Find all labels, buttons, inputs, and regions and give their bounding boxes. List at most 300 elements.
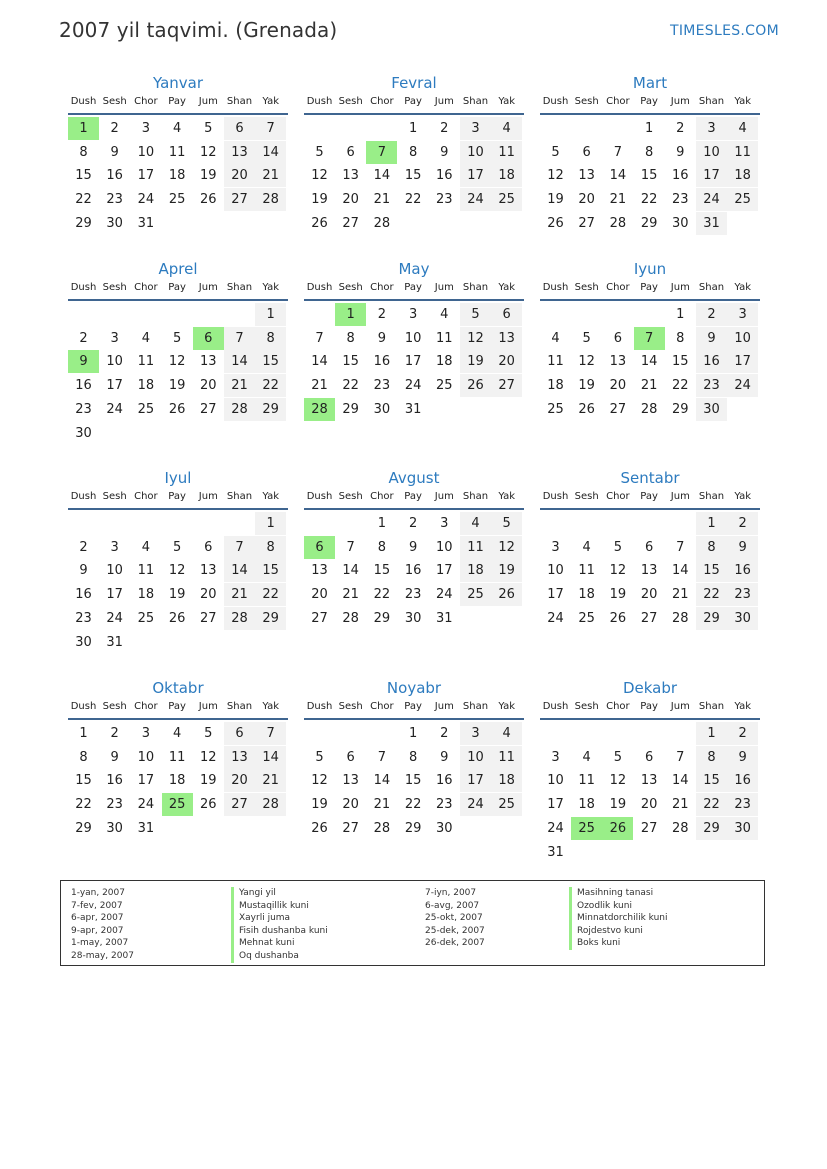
day-cell: 3 (460, 722, 491, 745)
weekday-header (304, 282, 524, 297)
day-cell: 31 (106, 634, 123, 650)
day-cell: 12 (547, 168, 564, 184)
day-cell: 21 (224, 374, 255, 397)
day-cell: 20 (640, 797, 658, 813)
day-cell: 26 (311, 215, 328, 231)
day-cell: 17 (404, 354, 422, 370)
weekday-label: Shan (462, 701, 489, 712)
day-cell: 7 (377, 749, 387, 765)
day-cell: 4 (141, 330, 151, 346)
weekday-label: Dush (542, 282, 569, 293)
day-cell: 5 (315, 144, 324, 160)
day-cell: 2 (79, 539, 88, 555)
day-cell: 15 (75, 773, 92, 789)
day-cell: 27 (640, 610, 658, 626)
weekday-label: Yak (262, 491, 280, 502)
day-cell: 23 (727, 793, 758, 816)
day-cell: 6 (644, 749, 654, 765)
day-cell: 5 (172, 330, 182, 346)
weekday-label: Chor (134, 96, 158, 107)
day-cell: 5 (491, 512, 522, 535)
weekday-label: Yak (734, 282, 752, 293)
day-cell: 22 (404, 192, 422, 208)
day-cell: 29 (75, 820, 92, 836)
day-cell: 18 (137, 378, 155, 394)
day-cell: 17 (547, 587, 564, 603)
day-cell: 21 (373, 192, 391, 208)
header-rule (68, 299, 288, 301)
day-cell: 11 (491, 141, 522, 164)
month-name: Dekabr (622, 679, 678, 697)
day-cell: 22 (696, 583, 727, 606)
month-name: Oktabr (152, 679, 204, 697)
day-cell: 8 (346, 330, 355, 346)
day-cell: 24 (460, 793, 491, 816)
day-cell: 3 (141, 121, 151, 136)
day-cell: 1 (644, 121, 654, 136)
day-cell: 12 (578, 354, 595, 370)
day-cell: 6 (582, 144, 591, 160)
day-cell: 18 (168, 773, 186, 789)
weekday-label: Shan (698, 282, 725, 293)
day-cell: 3 (696, 117, 727, 140)
day-cell: 12 (311, 773, 328, 789)
day-cell: 15 (373, 563, 391, 579)
day-cell: 2 (408, 516, 418, 531)
day-cell: 14 (373, 773, 391, 789)
weekday-label: Chor (370, 491, 394, 502)
day-cell: 6 (491, 303, 522, 326)
weekday-label: Dush (70, 701, 97, 712)
holiday-day-cell: 25 (162, 793, 193, 816)
day-cell: 13 (342, 773, 359, 789)
day-cell: 9 (727, 746, 758, 769)
day-cell: 17 (137, 773, 155, 789)
day-cell: 11 (547, 354, 564, 370)
day-cell: 5 (315, 749, 324, 765)
weekday-label: Yak (498, 491, 516, 502)
day-cell: 16 (672, 168, 689, 184)
weekday-label: Jum (198, 96, 218, 107)
day-cell: 17 (137, 168, 155, 184)
legend-date: 28-may, 2007 (71, 950, 134, 961)
day-cell: 2 (440, 726, 449, 741)
day-cell: 7 (676, 539, 685, 555)
day-cell: 10 (436, 539, 453, 555)
day-cell: 13 (224, 141, 255, 164)
day-cell: 22 (672, 378, 689, 394)
weekday-label: Dush (542, 491, 569, 502)
weekday-label: Yak (498, 701, 516, 712)
day-cell: 29 (255, 398, 286, 421)
day-cell: 24 (696, 188, 727, 211)
day-cell: 13 (609, 354, 627, 370)
day-cell: 31 (696, 212, 727, 235)
day-cell: 23 (106, 192, 123, 208)
day-cell: 13 (640, 773, 658, 789)
weekday-label: Shan (226, 96, 253, 107)
header-rule (68, 113, 288, 115)
day-cell: 20 (640, 587, 658, 603)
weekday-label: Jum (198, 701, 218, 712)
day-cell: 12 (491, 536, 522, 559)
day-cell: 4 (172, 121, 182, 136)
day-cell: 24 (727, 374, 758, 397)
day-cell: 28 (672, 820, 689, 836)
weekday-label: Dush (70, 96, 97, 107)
month-name: Mart (632, 74, 668, 92)
day-cell: 12 (609, 563, 627, 579)
day-cell: 22 (75, 192, 92, 208)
day-cell: 28 (224, 398, 255, 421)
day-cell: 4 (460, 512, 491, 535)
day-cell: 14 (672, 773, 689, 789)
day-cell: 2 (440, 121, 449, 136)
day-cell: 14 (342, 563, 359, 579)
weekday-label: Shan (226, 491, 253, 502)
day-cell: 16 (727, 559, 758, 582)
day-cell: 14 (640, 354, 658, 370)
day-cell: 23 (696, 374, 727, 397)
day-cell: 2 (727, 512, 758, 535)
day-cell: 19 (578, 378, 595, 394)
day-cell: 28 (609, 215, 627, 231)
day-cell: 19 (311, 797, 328, 813)
day-cell: 23 (75, 401, 92, 417)
weekday-label: Pay (168, 701, 186, 712)
weekday-label: Jum (434, 491, 454, 502)
day-cell: 2 (696, 303, 727, 326)
day-cell: 21 (255, 769, 286, 792)
day-cell: 11 (578, 773, 595, 789)
weekday-label: Sesh (574, 491, 599, 502)
legend-date: 25-dek, 2007 (425, 925, 485, 936)
weekday-label: Dush (70, 282, 97, 293)
month-name: Sentabr (620, 469, 680, 487)
header-rule (304, 718, 524, 720)
day-cell: 12 (168, 563, 186, 579)
day-cell: 17 (460, 164, 491, 187)
day-cell: 12 (609, 773, 627, 789)
month-name: May (398, 260, 430, 278)
weekday-label: Shan (698, 491, 725, 502)
weekday-label: Shan (698, 701, 725, 712)
day-cell: 23 (404, 587, 422, 603)
weekday-label: Pay (168, 491, 186, 502)
day-cell: 10 (547, 773, 564, 789)
day-cell: 30 (106, 215, 123, 231)
day-cell: 25 (491, 188, 522, 211)
day-cell: 7 (224, 536, 255, 559)
day-cell: 19 (168, 378, 186, 394)
legend-dates-right (425, 887, 485, 950)
day-cell: 7 (346, 539, 355, 555)
day-cell: 20 (311, 587, 328, 603)
day-cell: 30 (727, 817, 758, 840)
day-cell: 9 (696, 327, 727, 350)
day-cell: 11 (168, 749, 186, 765)
holiday-day-cell: 9 (68, 350, 99, 373)
day-cell: 1 (408, 726, 418, 741)
site-link[interactable]: TIMESLES.COM (670, 23, 779, 39)
day-cell: 21 (672, 587, 689, 603)
month-name: Fevral (391, 74, 437, 92)
day-cell: 5 (613, 539, 623, 555)
weekday-label: Sesh (102, 282, 127, 293)
holiday-legend (60, 880, 765, 966)
day-cell: 25 (460, 583, 491, 606)
day-cell: 3 (727, 303, 758, 326)
weekday-label: Chor (370, 96, 394, 107)
day-cell: 18 (137, 587, 155, 603)
day-cell: 17 (460, 769, 491, 792)
day-cell: 7 (315, 330, 324, 346)
day-cell: 20 (578, 192, 595, 208)
day-cell: 15 (75, 168, 92, 184)
day-cell: 16 (106, 168, 123, 184)
weekday-label: Dush (306, 96, 333, 107)
day-cell: 28 (373, 215, 391, 231)
legend-holiday-name: Masihning tanasi (569, 887, 668, 900)
day-cell: 20 (224, 164, 255, 187)
day-cell: 5 (204, 726, 213, 741)
weekday-label: Chor (606, 491, 630, 502)
weekday-label: Sesh (338, 701, 363, 712)
day-cell: 30 (672, 215, 689, 231)
day-cell: 4 (491, 722, 522, 745)
day-cell: 17 (727, 350, 758, 373)
day-cell: 29 (696, 607, 727, 630)
day-cell: 6 (346, 749, 355, 765)
weekday-label: Dush (542, 96, 569, 107)
holiday-day-cell: 1 (68, 117, 99, 140)
day-cell: 8 (696, 536, 727, 559)
day-cell: 15 (640, 168, 658, 184)
day-cell: 1 (696, 722, 727, 745)
day-cell: 29 (75, 215, 92, 231)
day-cell: 5 (460, 303, 491, 326)
day-cell: 12 (200, 144, 217, 160)
day-cell: 1 (676, 307, 685, 322)
day-cell: 29 (255, 607, 286, 630)
day-cell: 31 (137, 820, 155, 836)
day-cell: 30 (75, 425, 92, 441)
day-cell: 19 (547, 192, 564, 208)
weekday-label: Pay (404, 282, 422, 293)
legend-date: 26-dek, 2007 (425, 938, 485, 949)
legend-holiday-name: Mehnat kuni (231, 937, 328, 950)
day-cell: 31 (137, 215, 155, 231)
day-cell: 25 (547, 401, 564, 417)
day-cell: 1 (696, 512, 727, 535)
day-cell: 30 (373, 401, 391, 417)
header-rule (68, 508, 288, 510)
legend-dates-left (71, 887, 134, 963)
day-cell: 2 (727, 722, 758, 745)
day-cell: 15 (696, 559, 727, 582)
day-cell: 14 (672, 563, 689, 579)
legend-holiday-name: Mustaqillik kuni (231, 900, 328, 913)
day-cell: 17 (547, 797, 564, 813)
day-cell: 18 (547, 378, 564, 394)
weekday-label: Yak (734, 491, 752, 502)
day-cell: 10 (460, 141, 491, 164)
day-cell: 10 (460, 746, 491, 769)
day-cell: 27 (640, 820, 658, 836)
day-cell: 29 (696, 817, 727, 840)
day-cell: 18 (491, 164, 522, 187)
day-cell: 19 (460, 350, 491, 373)
legend-holiday-name: Fisih dushanba kuni (231, 925, 328, 938)
day-cell: 27 (200, 610, 217, 626)
weekday-header (540, 282, 760, 297)
day-cell: 18 (578, 797, 595, 813)
day-cell: 17 (696, 164, 727, 187)
day-cell: 22 (640, 192, 658, 208)
day-cell: 22 (404, 797, 422, 813)
day-cell: 6 (204, 539, 213, 555)
day-cell: 24 (106, 610, 123, 626)
day-cell: 12 (460, 327, 491, 350)
weekday-label: Chor (134, 282, 158, 293)
day-cell: 7 (224, 327, 255, 350)
day-cell: 2 (377, 307, 387, 322)
day-cell: 26 (168, 401, 186, 417)
day-cell: 9 (440, 749, 449, 765)
day-cell: 11 (436, 330, 453, 346)
day-cell: 5 (551, 144, 560, 160)
day-cell: 21 (640, 378, 658, 394)
day-cell: 4 (491, 117, 522, 140)
day-cell: 8 (696, 746, 727, 769)
day-cell: 26 (491, 583, 522, 606)
legend-holiday-name: Xayrli juma (231, 912, 328, 925)
weekday-label: Chor (606, 96, 630, 107)
header-rule (540, 299, 760, 301)
day-cell: 30 (106, 820, 123, 836)
weekday-label: Jum (434, 96, 454, 107)
weekday-label: Shan (462, 491, 489, 502)
day-cell: 28 (672, 610, 689, 626)
legend-holiday-name: Minnatdorchilik kuni (569, 912, 668, 925)
day-cell: 22 (373, 587, 391, 603)
weekday-label: Sesh (338, 282, 363, 293)
day-cell: 22 (75, 797, 92, 813)
day-cell: 15 (342, 354, 359, 370)
day-cell: 28 (373, 820, 391, 836)
legend-date: 1-may, 2007 (71, 938, 129, 949)
holiday-day-cell: 28 (304, 398, 335, 421)
day-cell: 12 (311, 168, 328, 184)
day-cell: 4 (440, 307, 449, 322)
day-cell: 9 (727, 536, 758, 559)
weekday-label: Yak (262, 282, 280, 293)
day-cell: 3 (440, 516, 449, 531)
day-cell: 15 (255, 559, 286, 582)
day-cell: 16 (436, 168, 453, 184)
day-cell: 24 (547, 820, 564, 836)
day-cell: 20 (224, 769, 255, 792)
day-cell: 15 (696, 769, 727, 792)
day-cell: 1 (79, 726, 88, 741)
weekday-header (304, 96, 524, 111)
header-rule (304, 508, 524, 510)
day-cell: 19 (200, 773, 217, 789)
day-cell: 25 (491, 793, 522, 816)
day-cell: 15 (255, 350, 286, 373)
day-cell: 24 (137, 192, 155, 208)
day-cell: 21 (255, 164, 286, 187)
weekday-label: Dush (306, 701, 333, 712)
day-cell: 21 (672, 797, 689, 813)
day-cell: 24 (106, 401, 123, 417)
day-cell: 21 (373, 797, 391, 813)
day-cell: 18 (436, 354, 453, 370)
day-cell: 10 (137, 144, 155, 160)
day-cell: 20 (491, 350, 522, 373)
weekday-label: Yak (734, 96, 752, 107)
weekday-label: Chor (606, 701, 630, 712)
day-cell: 23 (672, 192, 689, 208)
day-cell: 9 (79, 563, 88, 579)
header-rule (304, 113, 524, 115)
day-cell: 8 (255, 327, 286, 350)
day-cell: 23 (75, 610, 92, 626)
day-cell: 22 (255, 583, 286, 606)
day-cell: 25 (137, 610, 155, 626)
day-cell: 17 (106, 378, 123, 394)
header-rule (68, 718, 288, 720)
day-cell: 14 (373, 168, 391, 184)
weekday-label: Chor (606, 282, 630, 293)
day-cell: 27 (224, 793, 255, 816)
day-cell: 14 (311, 354, 328, 370)
month-name: Iyul (164, 469, 192, 487)
day-cell: 3 (110, 330, 119, 346)
day-cell: 7 (255, 117, 286, 140)
day-cell: 19 (200, 168, 217, 184)
day-cell: 26 (200, 797, 217, 813)
weekday-label: Pay (168, 282, 186, 293)
weekday-header (68, 491, 288, 506)
day-cell: 26 (460, 374, 491, 397)
weekday-header (68, 701, 288, 716)
day-cell: 8 (255, 536, 286, 559)
day-cell: 4 (172, 726, 182, 741)
day-cell: 13 (200, 563, 217, 579)
day-cell: 30 (436, 820, 453, 836)
day-cell: 20 (342, 797, 359, 813)
header-rule (540, 718, 760, 720)
legend-holiday-name: Yangi yil (231, 887, 328, 900)
weekday-label: Yak (734, 701, 752, 712)
day-cell: 23 (436, 192, 453, 208)
weekday-label: Pay (168, 96, 186, 107)
weekday-label: Chor (370, 701, 394, 712)
day-cell: 23 (727, 583, 758, 606)
day-cell: 13 (491, 327, 522, 350)
legend-date: 25-okt, 2007 (425, 913, 483, 924)
day-cell: 6 (224, 722, 255, 745)
day-cell: 14 (224, 559, 255, 582)
day-cell: 4 (582, 749, 591, 765)
day-cell: 8 (676, 330, 685, 346)
legend-date: 9-apr, 2007 (71, 925, 124, 936)
day-cell: 1 (377, 516, 387, 531)
day-cell: 9 (408, 539, 418, 555)
weekday-label: Sesh (574, 282, 599, 293)
legend-date: 6-apr, 2007 (71, 913, 124, 924)
